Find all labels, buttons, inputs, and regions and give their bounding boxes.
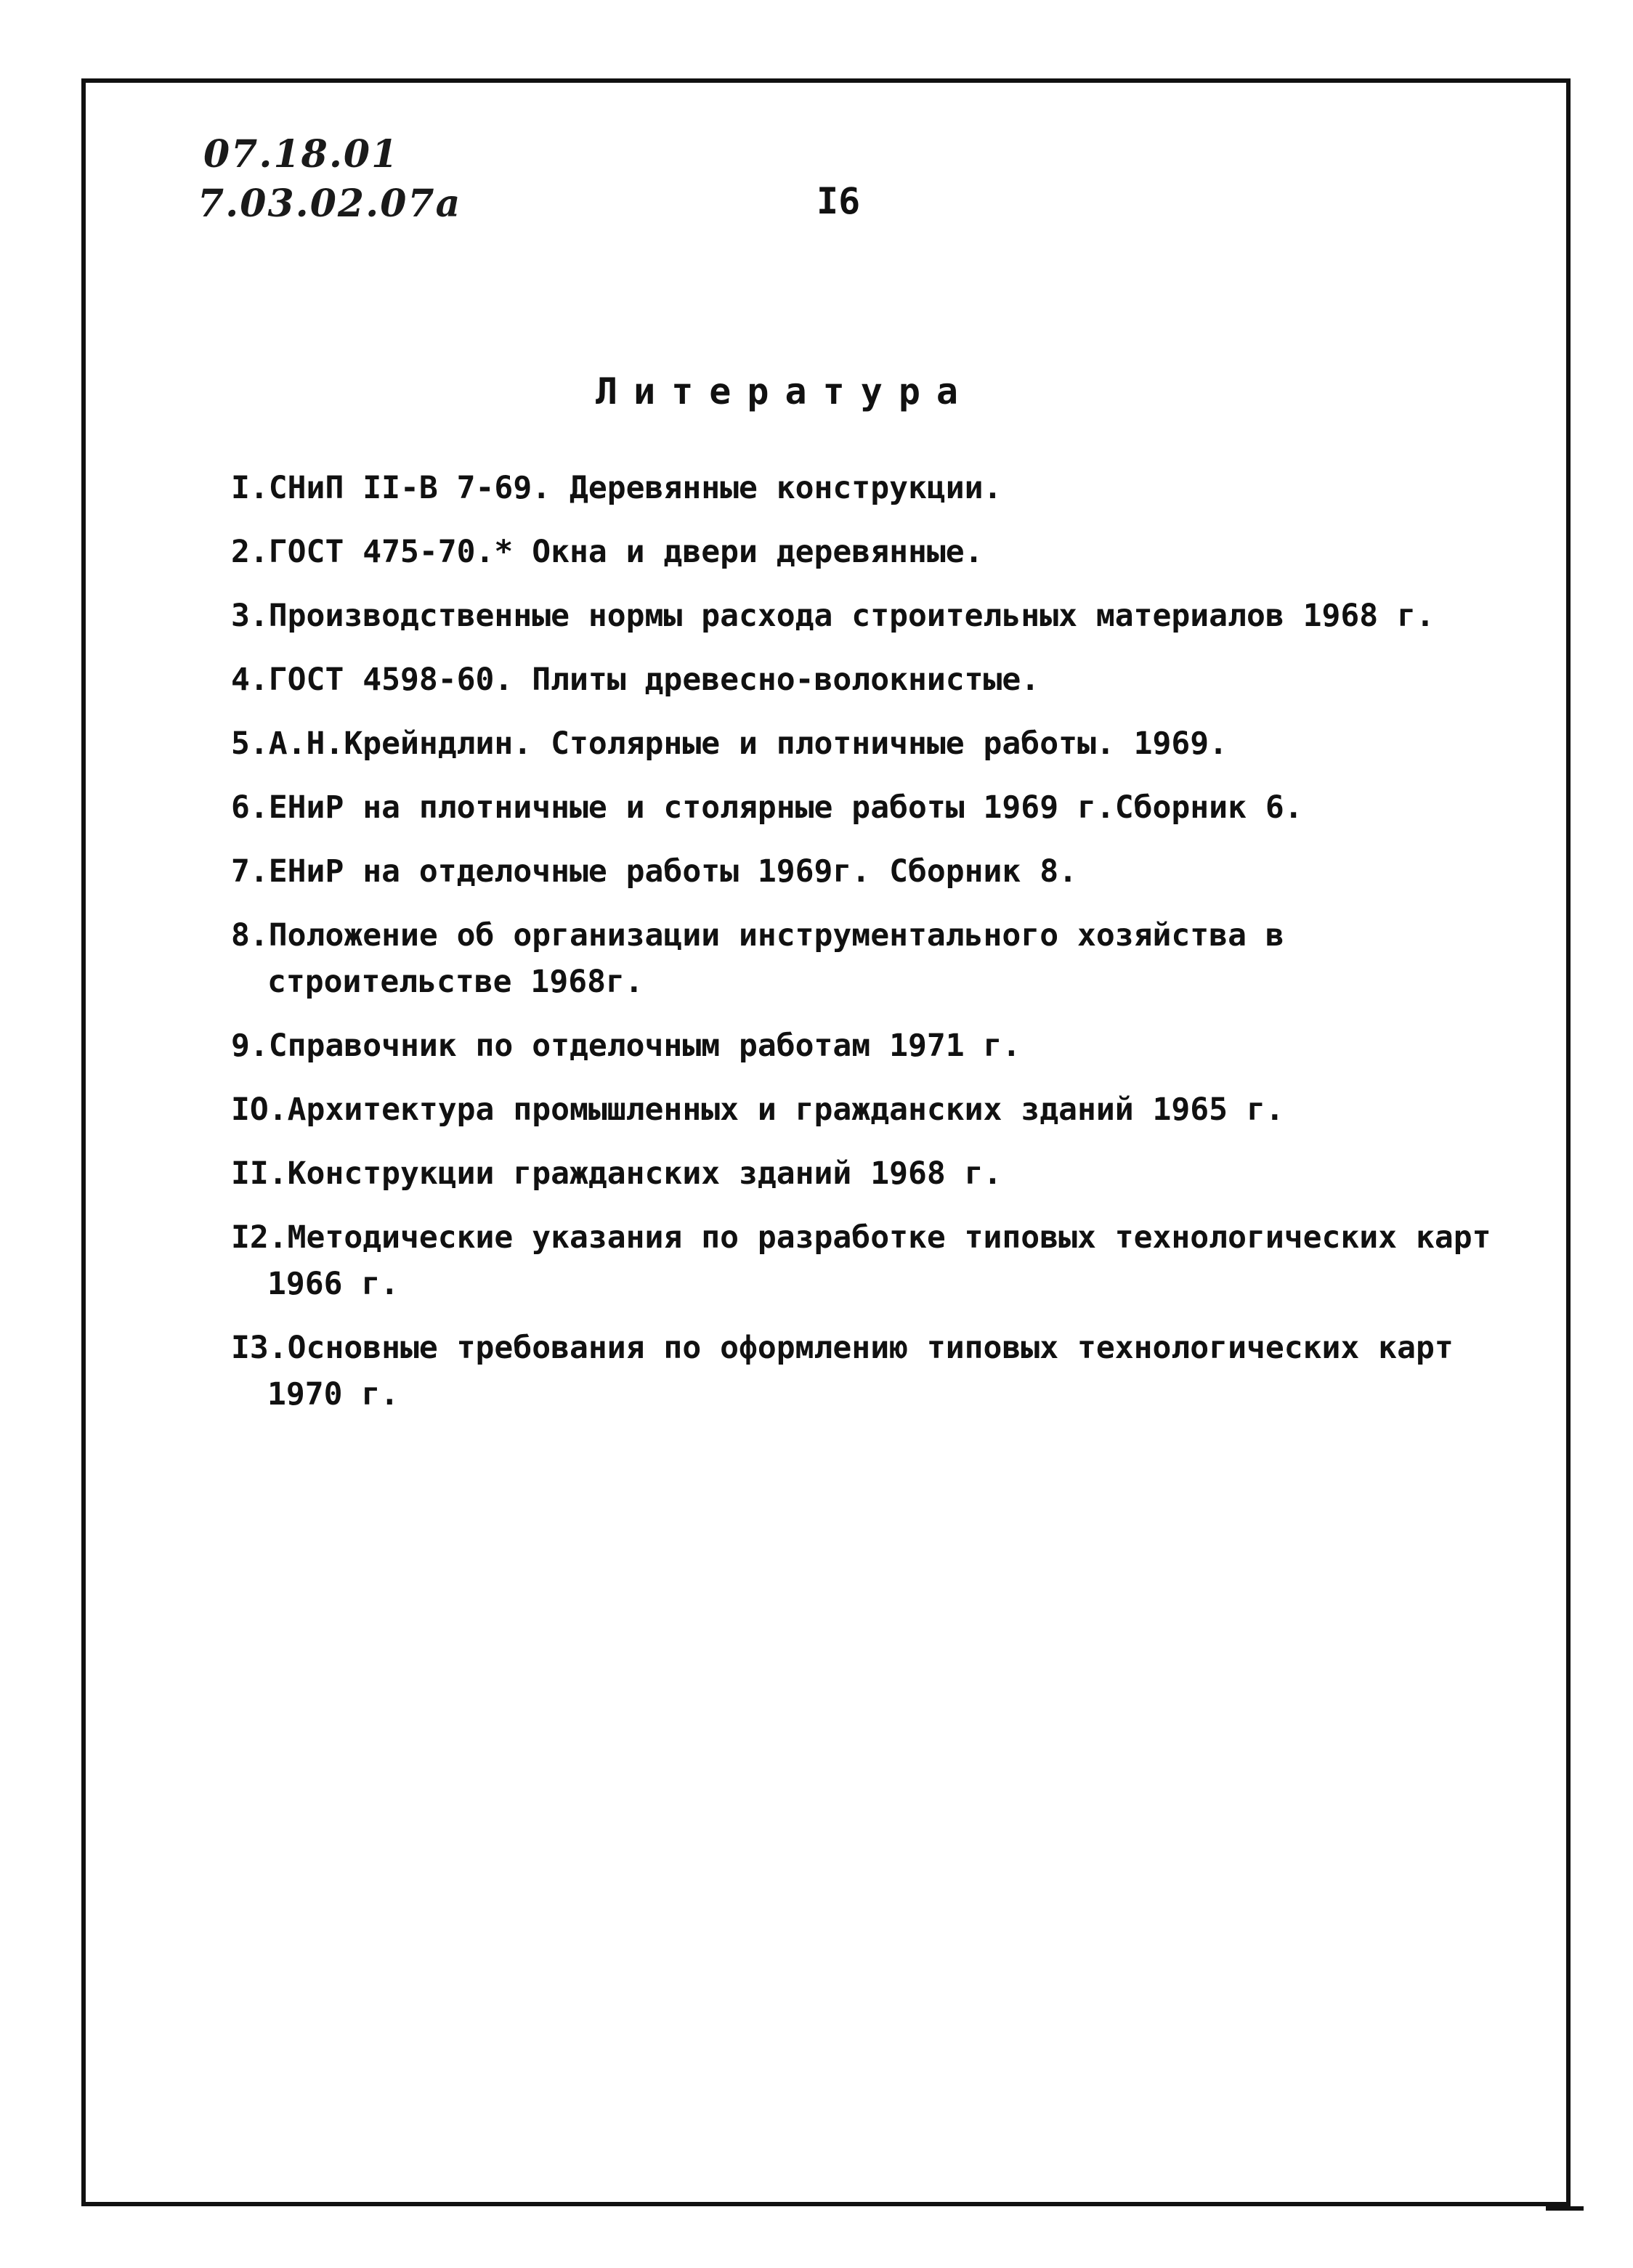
- reference-item-9: 9.Справочник по отделочным работам 1971 г.: [231, 1028, 1021, 1064]
- reference-item-7: 7.ЕНиР на отделочные работы 1969г. Сборник 8.: [231, 853, 1077, 890]
- reference-item-10: IO.Архитектура промышленных и гражданских зданий 1965 г.: [231, 1092, 1284, 1128]
- reference-item-5: 5.А.Н.Крейндлин. Столярные и плотничные работы. 1969.: [231, 725, 1228, 762]
- reference-item-8: 8.Положение об организации инструментального хозяйства в строительстве 1968г.: [231, 917, 1303, 1000]
- reference-item-11: II.Конструкции гражданских зданий 1968 г.: [231, 1155, 1002, 1192]
- reference-list: [231, 465, 1510, 1435]
- reference-item-13: I3.Основные требования по оформлению типовых технологических карт 1970 г.: [231, 1330, 1472, 1413]
- page-number: I6: [816, 180, 861, 222]
- document-code-line-1: 07.18.01: [203, 132, 400, 176]
- document-code-line-2: 7.03.02.07а: [198, 182, 462, 226]
- frame-corner-mark: [1546, 2206, 1584, 2211]
- reference-item-6: 6.ЕНиР на плотничные и столярные работы 1969 г.Сборник 6.: [231, 789, 1303, 826]
- reference-item-4: 4.ГОСТ 4598-60. Плиты древесно-волокнистые.: [231, 662, 1040, 698]
- reference-item-12: I2.Методические указания по разработке типовых технологических карт 1966 г.: [231, 1219, 1510, 1302]
- section-title: Литература: [596, 370, 975, 412]
- reference-item-2: 2.ГОСТ 475-70.* Окна и двери деревянные.: [231, 534, 984, 570]
- reference-item-3: 3.Производственные нормы расхода строительных материалов 1968 г.: [231, 598, 1435, 634]
- reference-item-1: I.СНиП II-В 7-69. Деревянные конструкции.: [231, 470, 1002, 506]
